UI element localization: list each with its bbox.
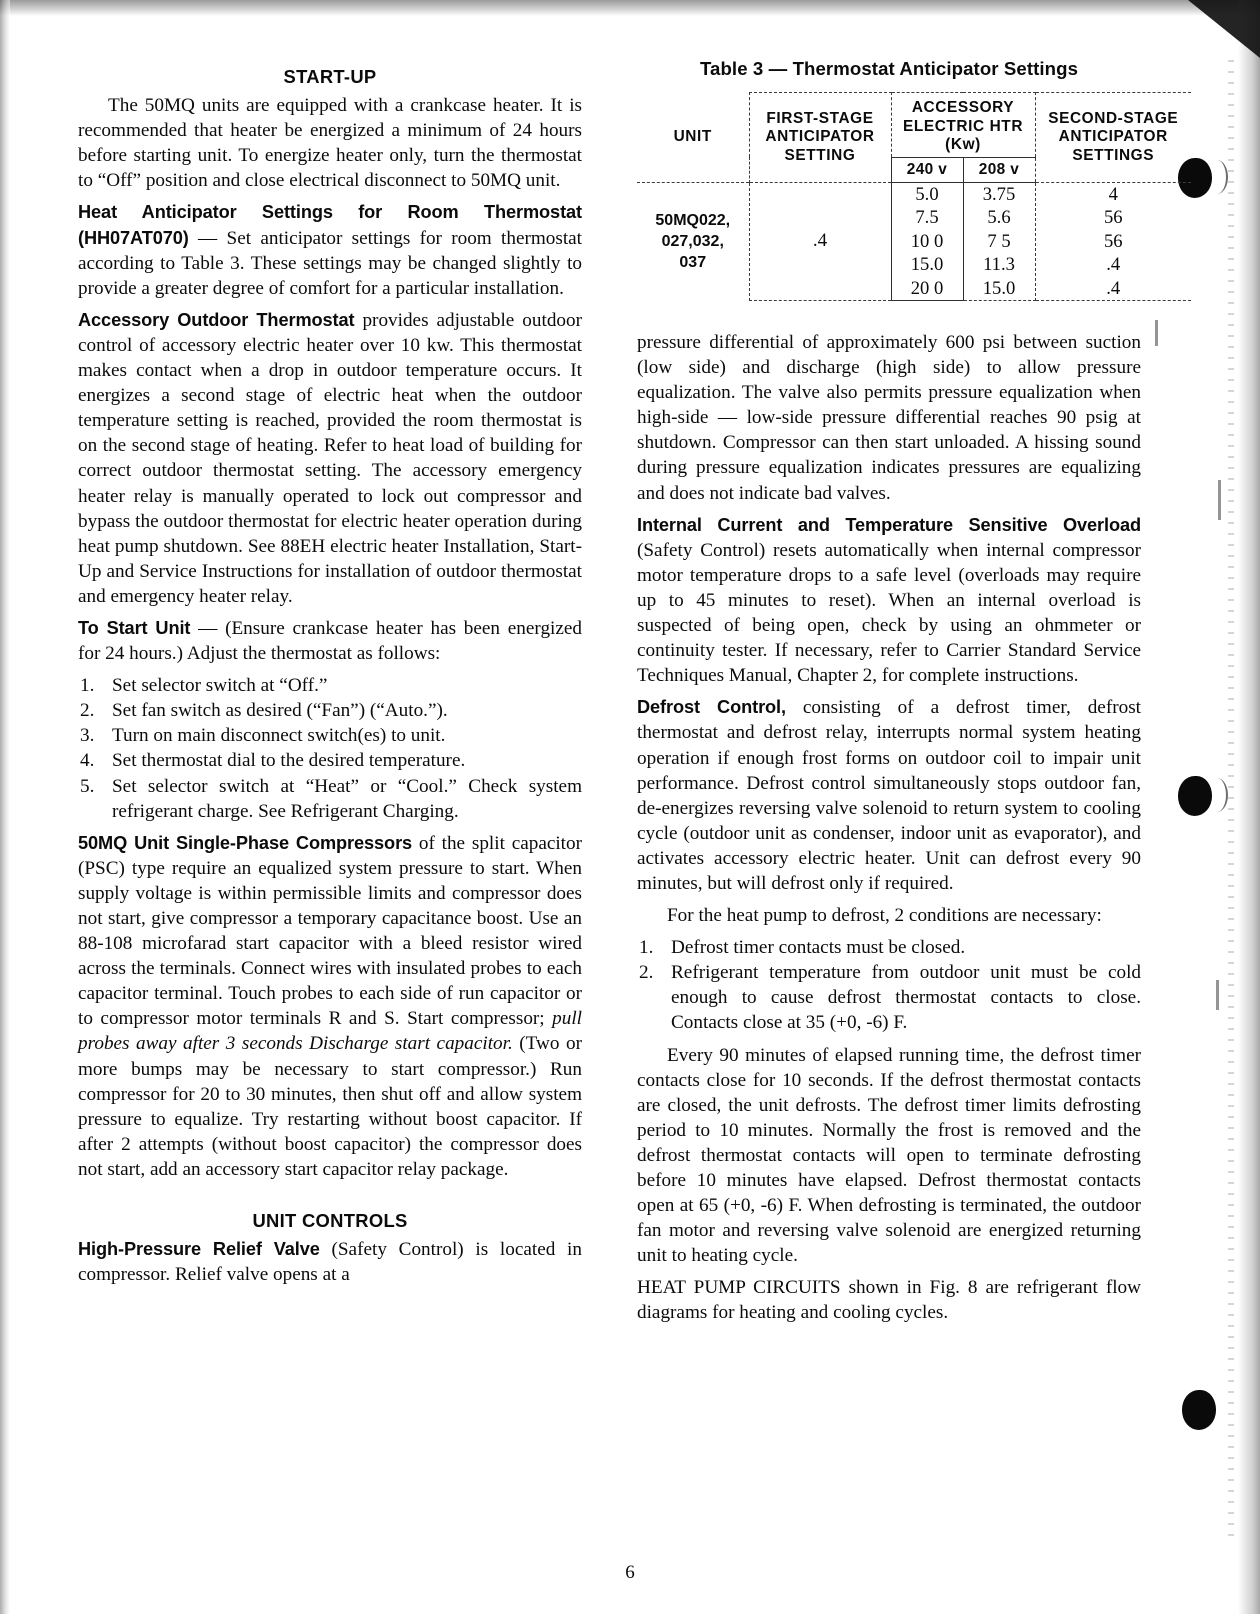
to-start-unit-body: (Ensure crankcase heater has been energized for 24 hours.) Adjust the thermostat as follows: bbox=[78, 617, 582, 665]
table-header-second-stage: SECOND-STAGE ANTICIPATOR SETTINGS bbox=[1035, 93, 1191, 183]
defrost-conditions-list bbox=[637, 935, 1141, 1035]
table-3 bbox=[637, 92, 1191, 301]
single-phase-compressors-italic-phrase: pull probes away after 3 seconds Discharge start capacitor. bbox=[78, 1008, 582, 1055]
run-in-head-high-pressure-relief-valve: High-Pressure Relief Valve bbox=[78, 1239, 320, 1260]
scan-speck bbox=[1216, 980, 1219, 1010]
table-header-row-main bbox=[637, 93, 1191, 158]
page-number: 6 bbox=[625, 1562, 635, 1583]
scan-noise-strip bbox=[1228, 60, 1234, 1540]
table-cell-kw-240v bbox=[891, 182, 963, 301]
heat-anticipator-body: Set anticipator settings for room thermostat according to Table 3. These settings may be changed slightly to provide a greater degree of comfort for a particular installation. bbox=[78, 227, 583, 299]
list-item: Set selector switch at “Heat” or “Cool.” Check system refrigerant charge. See Refrigerant Charging. bbox=[112, 775, 582, 822]
lead-caps-heat-pump-circuits: HEAT PUMP CIRCUITS bbox=[637, 1277, 841, 1299]
defrost-control-body: consisting of a defrost timer, defrost thermostat and defrost relay, interrupts normal system heating operation if enough frost forms on outdoor coil to impair unit performance. Defrost control simultaneously stops outdoor fan, de-energizes reversing valve solenoid to return system to cooling cycle (outdoor unit as condenser, indoor unit as evaporator), and activates accessory electric heater. Unit can defrost every 90 minutes, but will defrost only if required. bbox=[637, 697, 1141, 894]
single-phase-compressors-body-2: (Two or more bumps may be necessary to start compressor.) Run compressor for 20 to 30 minutes, then shut off and allow system pressure to equalize. Try restarting without boost capacitor. If after 2 attempts (without boost capacitor) the compressor does not start, add an accessory start capacitor relay package. bbox=[78, 1033, 582, 1180]
paragraph-defrost-control bbox=[637, 695, 1141, 896]
second-stage-value: 56 bbox=[1103, 230, 1123, 252]
paragraph-heat-anticipator bbox=[78, 200, 582, 300]
accessory-outdoor-thermostat-body: provides adjustable outdoor control of accessory electric heater over 10 kw. This thermostat makes contact when a drop in outdoor temperature occurs. It energizes a second stage of electric heat when the outdoor temperature setting is reached, provided the room thermostat is on the second stage of heating. Refer to heat load of building for correct outdoor thermostat setting. The accessory emergency heater relay is manually operated to lock out compressor and bypass the outdoor thermostat for electric heater operation during heat pump shutdown. See 88EH electric heater Installation, Start-Up and Service Instructions for installation of outdoor thermostat and emergency heater relay. bbox=[78, 309, 582, 607]
list-item: Set fan switch as desired (“Fan”) (“Auto.”). bbox=[112, 700, 448, 722]
table-3-title: Table 3 — Thermostat Anticipator Settings bbox=[699, 58, 1079, 79]
table-3-container bbox=[637, 58, 1179, 301]
binder-hole-bottom bbox=[1182, 1390, 1216, 1430]
scan-speck bbox=[1218, 480, 1221, 520]
high-pressure-relief-valve-body: (Safety Control) is located in compressor. Relief valve opens at a bbox=[78, 1239, 582, 1286]
paragraph-high-pressure-relief-valve bbox=[78, 1237, 582, 1287]
paragraph-pressure-differential: pressure differential of approximately 600 psi between suction (low side) and discharge (high side) to allow pressure equalization. The valve also permits pressure equalization when high-side — low-side pressure differential reaches 90 psig at shutdown. Compressor can then start unloaded. A hissing sound during pressure equalization indicates pressures are equalizing and does not indicate bad valves. bbox=[637, 332, 1141, 504]
second-stage-value: .4 bbox=[1106, 254, 1121, 275]
unit-line: 027,032, bbox=[661, 233, 724, 250]
kw-240-value: 20 0 bbox=[910, 277, 944, 299]
table-header-accessory-htr: ACCESSORY ELECTRIC HTR (Kw) bbox=[891, 93, 1035, 158]
kw-240-value: 7.5 bbox=[915, 207, 939, 228]
list-item: Turn on main disconnect switch(es) to unit. bbox=[112, 725, 446, 747]
kw-208-value: 15.0 bbox=[982, 277, 1016, 299]
second-stage-value: 4 bbox=[1108, 183, 1118, 205]
second-stage-value: 56 bbox=[1103, 207, 1123, 228]
run-in-head-defrost-control: Defrost Control, bbox=[637, 697, 786, 718]
scan-edge-right bbox=[1238, 0, 1260, 1614]
table-row bbox=[637, 182, 1191, 301]
list-item: Set thermostat dial to the desired temperature. bbox=[112, 750, 466, 772]
single-phase-compressors-body-1: of the split capacitor (PSC) type require an equalized system pressure to start. When supply voltage is within permissible limits and compressor does not start, give compressor a temporary capacitance boost. Use an 88-108 microfarad start capacitor with a bleed resistor wired across the terminals. Connect wires with insulated probes to each capacitor terminal. Touch probes to each side of run capacitor or to compressor motor terminals R and S. Start compressor; bbox=[78, 832, 582, 1030]
table-cell-unit bbox=[637, 182, 749, 301]
table-header-first-stage: FIRST-STAGE ANTICIPATOR SETTING bbox=[749, 93, 891, 183]
table-header-unit: UNIT bbox=[673, 127, 712, 145]
run-in-head-single-phase-compressors: 50MQ Unit Single-Phase Compressors bbox=[78, 832, 413, 853]
table-cell-second-stage-settings bbox=[1035, 182, 1191, 301]
kw-208-value: 3.75 bbox=[982, 183, 1016, 205]
left-text-column bbox=[78, 64, 582, 1294]
binder-hole-tear-middle bbox=[1206, 778, 1228, 812]
paragraph-conditions-intro: For the heat pump to defrost, 2 conditions are necessary: bbox=[667, 905, 1102, 927]
table-cell-first-stage-setting: .4 bbox=[749, 182, 891, 301]
internal-overload-body: (Safety Control) resets automatically when internal compressor motor temperature drops to a safe level (overloads may require up to 45 minutes to reset). When an internal overload is suspected of being open, check by using an ohmmeter or continuity tester. If necessary, refer to Carrier Standard Service Techniques Manual, Chapter 2, for complete instructions. bbox=[637, 539, 1141, 687]
heat-pump-circuits-body: shown in Fig. 8 are refrigerant flow diagrams for heating and cooling cycles. bbox=[637, 1277, 1141, 1324]
table-header-208v: 208 v bbox=[963, 157, 1035, 182]
unit-line: 50MQ022, bbox=[655, 212, 731, 229]
paragraph-defrost-cycle: Every 90 minutes of elapsed running time, the defrost timer contacts close for 10 seconds. If the defrost thermostat contacts are closed, the unit defrosts. The defrost timer limits defrosting period to 10 minutes. Normally the frost is removed and the defrost thermostat contacts will open to terminate defrosting before 10 minutes have elapsed. Defrost thermostat contacts open at 65 (+0, -6) F. When defrosting is terminated, the outdoor fan motor and reversing valve solenoid are energized returning unit to heating cycle. bbox=[637, 1044, 1141, 1267]
list-item: Defrost timer contacts must be closed. bbox=[671, 937, 966, 959]
table-cell-kw-208v bbox=[963, 182, 1035, 301]
paragraph-crankcase-heater: The 50MQ units are equipped with a crankcase heater. It is recommended that heater be energized a minimum of 24 hours before starting unit. To energize heater only, turn the thermostat to “Off” position and close electrical disconnect to 50MQ unit. bbox=[78, 95, 582, 192]
run-in-head-to-start-unit: To Start Unit bbox=[78, 617, 191, 638]
table-header-240v: 240 v bbox=[891, 157, 963, 182]
heat-anticipator-dash: — bbox=[188, 227, 227, 249]
list-item: Refrigerant temperature from outdoor unit must be cold enough to cause defrost thermostat contacts to close. Contacts close at 35 (+0, -6) F. bbox=[671, 962, 1141, 1034]
kw-240-value: 10 0 bbox=[910, 230, 944, 252]
kw-208-value: 5.6 bbox=[987, 207, 1011, 228]
second-stage-value: .4 bbox=[1106, 277, 1121, 299]
paragraph-to-start-unit bbox=[78, 616, 582, 666]
paragraph-single-phase-compressors bbox=[78, 831, 582, 1182]
run-in-head-internal-overload: Internal Current and Temperature Sensitive Overload bbox=[637, 514, 1141, 535]
section-heading-start-up: START-UP bbox=[283, 66, 377, 87]
to-start-unit-dash: — bbox=[190, 617, 226, 639]
section-heading-unit-controls: UNIT CONTROLS bbox=[252, 1210, 408, 1232]
scan-edge-top bbox=[0, 0, 1260, 16]
run-in-head-accessory-outdoor-thermostat: Accessory Outdoor Thermostat bbox=[78, 309, 355, 330]
run-in-head-heat-anticipator: Heat Anticipator Settings for Room Thermostat (HH07AT070) bbox=[78, 202, 582, 248]
unit-line: 037 bbox=[679, 254, 707, 271]
scan-speck bbox=[1155, 320, 1158, 346]
scan-edge-left bbox=[0, 0, 10, 1614]
paragraph-accessory-outdoor-thermostat bbox=[78, 308, 582, 609]
right-text-column bbox=[637, 330, 1141, 1333]
kw-240-value: 5.0 bbox=[915, 183, 939, 205]
paragraph-internal-overload bbox=[637, 513, 1141, 689]
start-up-steps-list bbox=[78, 673, 582, 824]
kw-208-value: 7 5 bbox=[987, 230, 1011, 252]
kw-240-value: 15.0 bbox=[910, 254, 944, 275]
list-item: Set selector switch at “Off.” bbox=[112, 675, 328, 697]
kw-208-value: 11.3 bbox=[983, 254, 1015, 275]
binder-hole-tear-top bbox=[1206, 160, 1228, 194]
paragraph-heat-pump-circuits bbox=[637, 1275, 1141, 1325]
